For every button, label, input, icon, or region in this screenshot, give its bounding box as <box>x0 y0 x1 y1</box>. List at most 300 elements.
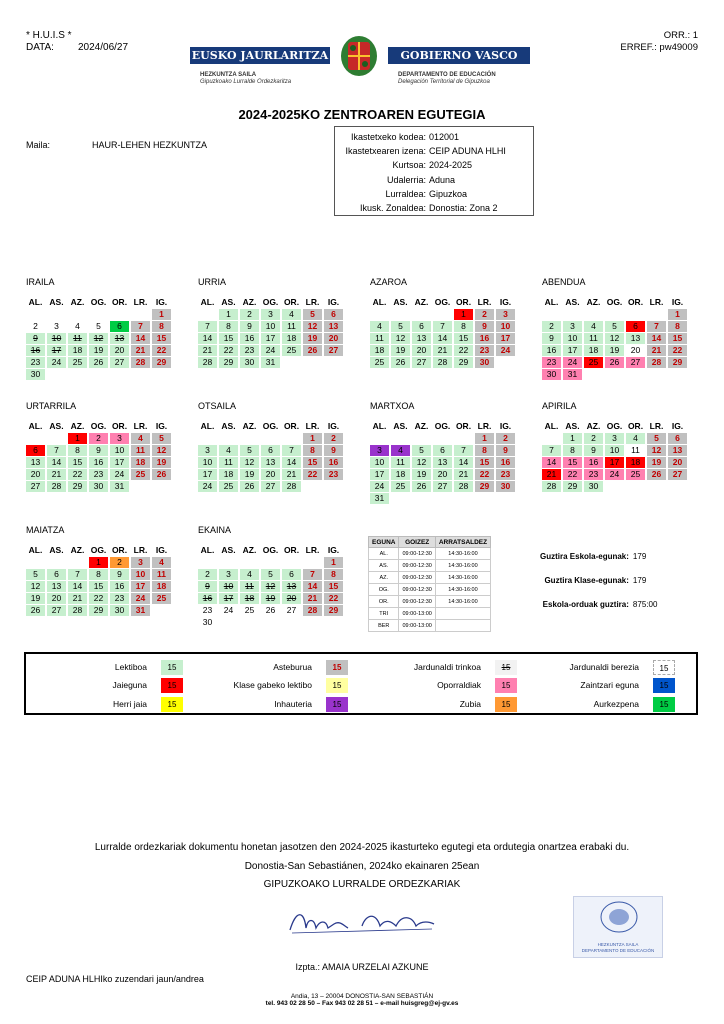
day-cell: 16 <box>198 593 217 604</box>
day-cell: 1 <box>454 309 473 320</box>
weekday-header: LR. <box>305 545 320 555</box>
day-cell: 27 <box>626 357 645 368</box>
legend-label: Zubia <box>459 699 481 709</box>
day-cell: 28 <box>282 481 301 492</box>
schedule-cell <box>435 620 490 632</box>
schedule-row <box>369 572 491 584</box>
day-cell: 8 <box>303 445 322 456</box>
header-left <box>26 30 128 54</box>
day-cell: 31 <box>563 369 582 380</box>
legend-box <box>24 652 698 715</box>
day-cell: 11 <box>131 445 150 456</box>
weekday-header: AL. <box>372 297 387 307</box>
day-cell: 7 <box>542 445 561 456</box>
day-cell: 28 <box>131 357 150 368</box>
day-cell: 3 <box>198 445 217 456</box>
day-cell: 1 <box>324 557 343 568</box>
day-cell: 23 <box>475 345 494 356</box>
day-cell: 22 <box>89 593 108 604</box>
stamp-text: HEZKUNTZA SAILA DEPARTAMENTO DE EDUCACIÓN <box>581 942 655 953</box>
weekday-header: AL. <box>372 421 387 431</box>
day-cell: 12 <box>26 581 45 592</box>
weekday-header: OR. <box>283 545 300 555</box>
day-cell: 24 <box>605 469 624 480</box>
legend-swatch: 15 <box>161 697 183 712</box>
day-cell: 6 <box>47 569 66 580</box>
day-cell: 6 <box>412 321 431 332</box>
day-cell: 23 <box>198 605 217 616</box>
day-cell: 21 <box>198 345 217 356</box>
day-cell: 14 <box>47 457 66 468</box>
day-cell: 11 <box>219 457 238 468</box>
signer-name: Izpta.: AMAIA URZELAI AZKUNE <box>295 962 429 972</box>
day-cell: 8 <box>68 445 87 456</box>
legend-label: Jaieguna <box>112 680 147 690</box>
day-cell: 17 <box>370 469 389 480</box>
day-cell: 8 <box>324 569 343 580</box>
day-cell: 27 <box>110 357 129 368</box>
month-calendar <box>540 420 689 493</box>
day-cell: 22 <box>563 469 582 480</box>
day-cell: 9 <box>240 321 259 332</box>
day-cell: 7 <box>433 321 452 332</box>
day-cell: 23 <box>496 469 515 480</box>
weekday-header: AS. <box>49 545 64 555</box>
day-cell: 1 <box>219 309 238 320</box>
day-cell: 13 <box>626 333 645 344</box>
day-cell: 30 <box>496 481 515 492</box>
coat-of-arms-icon <box>337 34 381 78</box>
day-cell: 5 <box>152 433 171 444</box>
logo-sub-left: HEZKUNTZA SAILA Gipuzkoako Lurralde Ordezkaritza <box>200 72 292 85</box>
day-cell: 13 <box>26 457 45 468</box>
legend-label: Klase gabeko lektibo <box>233 680 312 690</box>
day-cell: 11 <box>391 457 410 468</box>
day-cell: 3 <box>370 445 389 456</box>
day-cell: 21 <box>454 469 473 480</box>
page-title: 2024-2025KO ZENTROAREN EGUTEGIA <box>238 107 486 122</box>
signature-image <box>282 900 442 940</box>
logo-sub-right: DEPARTAMENTO DE EDUCACIÓN Delegación Territorial de Gipuzkoa <box>398 72 496 85</box>
weekday-header: OR. <box>283 421 300 431</box>
day-cell: 16 <box>324 457 343 468</box>
day-cell: 25 <box>68 357 87 368</box>
day-cell: 3 <box>261 309 280 320</box>
day-cell: 25 <box>240 605 259 616</box>
weekday-header: AS. <box>565 297 580 307</box>
day-cell: 7 <box>68 569 87 580</box>
day-cell: 14 <box>647 333 666 344</box>
day-cell: 19 <box>240 469 259 480</box>
day-cell: 15 <box>89 581 108 592</box>
weekday-header: IG. <box>499 421 512 431</box>
place-date: Donostia-San Sebastiánen, 2024ko ekainaren 25ean <box>244 861 480 872</box>
day-cell: 15 <box>324 581 343 592</box>
schedule-cell: 14:30-16:00 <box>435 560 490 572</box>
day-cell: 26 <box>412 481 431 492</box>
weekday-header: IG. <box>155 545 168 555</box>
weekday-header: OG. <box>262 421 279 431</box>
day-cell: 12 <box>647 445 666 456</box>
day-cell: 24 <box>563 357 582 368</box>
weekday-header: OR. <box>455 421 472 431</box>
page-number: ORR.: 1 <box>663 30 698 41</box>
day-cell: 5 <box>647 433 666 444</box>
day-cell: 2 <box>89 433 108 444</box>
day-cell: 3 <box>110 433 129 444</box>
day-cell: 8 <box>89 569 108 580</box>
day-cell: 22 <box>454 345 473 356</box>
schedule-row <box>369 584 491 596</box>
day-cell: 24 <box>219 605 238 616</box>
month-name: EKAINA <box>198 525 232 535</box>
day-cell: 14 <box>131 333 150 344</box>
weekday-header: IG. <box>155 421 168 431</box>
weekday-header: OG. <box>262 545 279 555</box>
weekday-header: AZ. <box>586 297 601 307</box>
day-cell: 16 <box>89 457 108 468</box>
month-name: ABENDUA <box>542 277 586 287</box>
day-cell: 10 <box>131 569 150 580</box>
day-cell: 18 <box>219 469 238 480</box>
day-cell: 25 <box>391 481 410 492</box>
day-cell: 27 <box>668 469 687 480</box>
day-cell: 2 <box>496 433 515 444</box>
day-cell: 2 <box>110 557 129 568</box>
day-cell: 6 <box>261 445 280 456</box>
day-cell: 21 <box>282 469 301 480</box>
day-cell: 30 <box>26 369 45 380</box>
day-cell: 26 <box>303 345 322 356</box>
day-cell: 22 <box>152 345 171 356</box>
day-cell: 29 <box>563 481 582 492</box>
month-calendar <box>368 420 517 505</box>
day-cell: 28 <box>68 605 87 616</box>
day-cell: 17 <box>47 345 66 356</box>
legend-swatch: 15 <box>326 660 348 675</box>
day-cell: 26 <box>647 469 666 480</box>
weekday-header: AZ. <box>414 297 429 307</box>
level-value: HAUR-LEHEN HEZKUNTZA <box>92 140 208 150</box>
schedule-cell: 09:00-12:30 <box>399 572 435 584</box>
day-cell: 2 <box>26 321 45 332</box>
weekday-header: AZ. <box>242 297 257 307</box>
day-cell: 1 <box>563 433 582 444</box>
day-cell: 22 <box>475 469 494 480</box>
legend-swatch: 15 <box>653 697 675 712</box>
weekday-header: AL. <box>28 297 43 307</box>
weekday-header: OG. <box>262 297 279 307</box>
day-cell: 15 <box>219 333 238 344</box>
day-cell: 16 <box>110 581 129 592</box>
day-cell: 5 <box>391 321 410 332</box>
schedule-row <box>369 608 491 620</box>
legend-label: Jardunaldi berezia <box>569 662 639 672</box>
schedule-cell: TRI <box>369 608 399 620</box>
weekday-header: OR. <box>111 297 128 307</box>
schedule-header: ARRATSALDEZ <box>435 537 490 548</box>
day-cell: 10 <box>47 333 66 344</box>
weekday-header: IG. <box>499 297 512 307</box>
schedule-cell: 09:00-12:30 <box>399 548 435 560</box>
schedule-row <box>369 596 491 608</box>
day-cell: 28 <box>303 605 322 616</box>
day-cell: 18 <box>626 457 645 468</box>
day-cell: 27 <box>324 345 343 356</box>
schedule-header: GOIZEZ <box>399 537 435 548</box>
day-cell: 2 <box>240 309 259 320</box>
day-cell: 3 <box>563 321 582 332</box>
day-cell: 16 <box>475 333 494 344</box>
day-cell: 18 <box>391 469 410 480</box>
weekday-header: AS. <box>565 421 580 431</box>
legend-swatch: 15 <box>161 660 183 675</box>
day-cell: 6 <box>110 321 129 332</box>
weekday-header: OR. <box>283 297 300 307</box>
day-cell: 25 <box>152 593 171 604</box>
day-cell: 1 <box>475 433 494 444</box>
day-cell: 5 <box>303 309 322 320</box>
level-label: Maila: <box>26 140 51 150</box>
schedule-cell: AZ. <box>369 572 399 584</box>
day-cell: 21 <box>433 345 452 356</box>
day-cell: 28 <box>454 481 473 492</box>
legend-label: Lektiboa <box>114 662 147 672</box>
weekday-header: OG. <box>434 421 451 431</box>
weekday-header: IG. <box>671 421 684 431</box>
month-calendar <box>196 296 345 369</box>
day-cell: 9 <box>89 445 108 456</box>
weekday-header: LR. <box>649 297 664 307</box>
schedule-cell: 14:30-16:00 <box>435 572 490 584</box>
month-name: MAIATZA <box>26 525 65 535</box>
day-cell: 15 <box>152 333 171 344</box>
day-cell: 29 <box>68 481 87 492</box>
day-cell: 19 <box>303 333 322 344</box>
weekday-header: AS. <box>221 297 236 307</box>
director-line: CEIP ADUNA HLHIko zuzendari jaun/andrea <box>26 974 204 984</box>
day-cell: 12 <box>412 457 431 468</box>
weekday-header: OR. <box>111 545 128 555</box>
day-cell: 5 <box>605 321 624 332</box>
schedule-cell: BER <box>369 620 399 632</box>
legend-label: Oporraldiak <box>437 680 481 690</box>
day-cell: 4 <box>584 321 603 332</box>
day-cell: 25 <box>219 481 238 492</box>
day-cell: 8 <box>475 445 494 456</box>
day-cell: 22 <box>219 345 238 356</box>
day-cell: 19 <box>647 457 666 468</box>
day-cell: 8 <box>152 321 171 332</box>
contact-line: tel. 943 02 28 50 – Fax 943 02 28 51 – e-mail huisgreg@ej-gv.es <box>265 1000 459 1007</box>
month-name: AZAROA <box>370 277 408 287</box>
weekday-header: AL. <box>544 421 559 431</box>
day-cell: 27 <box>282 605 301 616</box>
legend-swatch: 15 <box>495 660 517 675</box>
day-cell: 15 <box>303 457 322 468</box>
day-cell: 17 <box>605 457 624 468</box>
day-cell: 15 <box>563 457 582 468</box>
government-logo <box>190 34 530 94</box>
day-cell: 26 <box>152 469 171 480</box>
day-cell: 30 <box>240 357 259 368</box>
schedule-cell: 14:30-16:00 <box>435 596 490 608</box>
weekday-header: AZ. <box>414 421 429 431</box>
weekday-header: OG. <box>606 297 623 307</box>
day-cell: 24 <box>370 481 389 492</box>
day-cell: 9 <box>496 445 515 456</box>
legend-label: Inhauteria <box>274 699 312 709</box>
weekday-header: AZ. <box>586 421 601 431</box>
day-cell: 19 <box>89 345 108 356</box>
day-cell: 10 <box>261 321 280 332</box>
organization: GIPUZKOAKO LURRALDE ORDEZKARIAK <box>263 879 461 890</box>
day-cell: 7 <box>131 321 150 332</box>
day-cell: 25 <box>131 469 150 480</box>
day-cell: 12 <box>240 457 259 468</box>
day-cell: 6 <box>324 309 343 320</box>
day-cell: 20 <box>110 345 129 356</box>
schedule-cell: 09:00-12:30 <box>399 596 435 608</box>
huis-label: * H.U.I.S * <box>26 30 72 41</box>
day-cell: 26 <box>26 605 45 616</box>
day-cell: 19 <box>412 469 431 480</box>
day-cell: 28 <box>47 481 66 492</box>
day-cell: 4 <box>391 445 410 456</box>
day-cell: 7 <box>282 445 301 456</box>
day-cell: 31 <box>131 605 150 616</box>
day-cell: 16 <box>496 457 515 468</box>
day-cell: 8 <box>454 321 473 332</box>
day-cell: 7 <box>47 445 66 456</box>
day-cell: 25 <box>282 345 301 356</box>
day-cell: 24 <box>110 469 129 480</box>
day-cell: 22 <box>324 593 343 604</box>
day-cell: 17 <box>110 457 129 468</box>
weekday-header: IG. <box>155 297 168 307</box>
weekday-header: IG. <box>671 297 684 307</box>
address: Andia, 13 – 20004 DONOSTIA-SAN SEBASTIÁN <box>290 993 434 1000</box>
weekday-header: AS. <box>49 421 64 431</box>
day-cell: 17 <box>219 593 238 604</box>
legend-swatch: 15 <box>653 678 675 693</box>
day-cell: 8 <box>563 445 582 456</box>
weekday-header: IG. <box>327 297 340 307</box>
day-cell: 21 <box>647 345 666 356</box>
day-cell: 15 <box>454 333 473 344</box>
schedule-cell: 09:00-13:00 <box>399 608 435 620</box>
day-cell: 24 <box>131 593 150 604</box>
month-calendar <box>368 296 517 369</box>
day-cell: 3 <box>496 309 515 320</box>
schedule-row <box>369 548 491 560</box>
day-cell: 29 <box>668 357 687 368</box>
day-cell: 23 <box>584 469 603 480</box>
day-cell: 18 <box>68 345 87 356</box>
day-cell: 1 <box>89 557 108 568</box>
day-cell: 16 <box>26 345 45 356</box>
schedule-header: EGUNA <box>369 537 399 548</box>
day-cell: 12 <box>261 581 280 592</box>
day-cell: 13 <box>412 333 431 344</box>
day-cell: 7 <box>647 321 666 332</box>
day-cell: 4 <box>219 445 238 456</box>
day-cell: 24 <box>496 345 515 356</box>
day-cell: 16 <box>584 457 603 468</box>
day-cell: 24 <box>261 345 280 356</box>
day-cell: 29 <box>454 357 473 368</box>
day-cell: 30 <box>110 605 129 616</box>
day-cell: 27 <box>412 357 431 368</box>
weekday-header: AS. <box>49 297 64 307</box>
day-cell: 9 <box>542 333 561 344</box>
day-cell: 28 <box>198 357 217 368</box>
month-name: APIRILA <box>542 401 577 411</box>
day-cell: 9 <box>26 333 45 344</box>
day-cell: 17 <box>563 345 582 356</box>
weekday-header: OR. <box>455 297 472 307</box>
day-cell: 17 <box>261 333 280 344</box>
day-cell: 5 <box>261 569 280 580</box>
weekday-header: OR. <box>627 297 644 307</box>
day-cell: 19 <box>605 345 624 356</box>
day-cell: 25 <box>584 357 603 368</box>
day-cell: 11 <box>68 333 87 344</box>
day-cell: 18 <box>584 345 603 356</box>
day-cell: 15 <box>68 457 87 468</box>
weekday-header: AS. <box>393 297 408 307</box>
day-cell: 21 <box>131 345 150 356</box>
day-cell: 29 <box>219 357 238 368</box>
totals: Guztira Eskola-egunak: 179 Guztira Klase-egunak: 179 Eskola-orduak guztira: 875:00 <box>540 552 658 609</box>
day-cell: 11 <box>282 321 301 332</box>
day-cell: 11 <box>240 581 259 592</box>
legend-label: Zaintzari eguna <box>580 680 639 690</box>
day-cell: 23 <box>240 345 259 356</box>
weekday-header: LR. <box>133 297 148 307</box>
month-calendar <box>24 420 173 493</box>
day-cell: 4 <box>152 557 171 568</box>
day-cell: 30 <box>198 617 217 628</box>
reference: ERREF.: pw49009 <box>620 42 698 53</box>
day-cell: 29 <box>152 357 171 368</box>
weekday-header: OR. <box>111 421 128 431</box>
day-cell: 30 <box>89 481 108 492</box>
schedule-cell: 14:30-16:00 <box>435 584 490 596</box>
day-cell: 10 <box>496 321 515 332</box>
official-stamp <box>573 896 663 958</box>
weekday-header: OG. <box>90 297 107 307</box>
legend-swatch: 15 <box>495 678 517 693</box>
day-cell: 18 <box>282 333 301 344</box>
day-cell: 3 <box>47 321 66 332</box>
month-name: URTARRILA <box>26 401 77 411</box>
schedule-cell: AL. <box>369 548 399 560</box>
day-cell: 12 <box>391 333 410 344</box>
day-cell: 16 <box>240 333 259 344</box>
weekday-header: IG. <box>327 545 340 555</box>
weekday-header: LR. <box>477 297 492 307</box>
day-cell: 2 <box>584 433 603 444</box>
day-cell: 20 <box>412 345 431 356</box>
day-cell: 4 <box>131 433 150 444</box>
schedule-row <box>369 560 491 572</box>
legend-swatch: 15 <box>161 678 183 693</box>
weekday-header: LR. <box>133 545 148 555</box>
day-cell: 2 <box>542 321 561 332</box>
day-cell: 25 <box>370 357 389 368</box>
day-cell: 21 <box>303 593 322 604</box>
